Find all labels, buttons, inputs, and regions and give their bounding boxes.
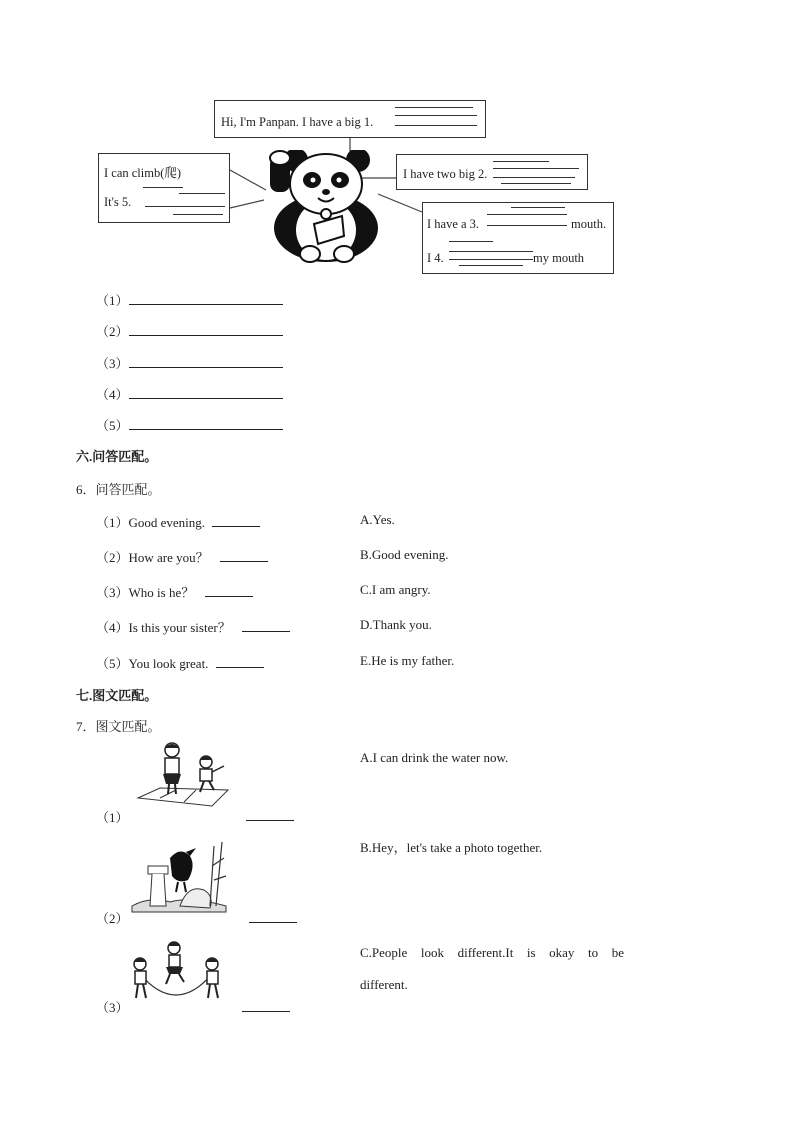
section6-question-4: （4）Is this your sister？: [96, 617, 290, 636]
section6-question-title: 6．问答匹配。: [76, 482, 161, 497]
section7-option-c-line1: C.People look different.It is okay to be: [360, 945, 624, 960]
section6-option-d: D.Thank you.: [360, 617, 432, 632]
answer-blank-4[interactable]: [129, 386, 283, 399]
section6-option-a: A.Yes.: [360, 512, 395, 527]
children-hopscotch-image: [132, 740, 232, 810]
section7-option-b: B.Hey，let's take a photo together.: [360, 840, 543, 855]
section6-heading: 六.问答匹配。: [76, 449, 158, 464]
section6-option-b: B.Good evening.: [360, 547, 449, 562]
section6-question-2: （2）How are you？: [96, 547, 268, 566]
section6-blank-3[interactable]: [205, 584, 253, 597]
speech-text-right-2a: I have a 3.: [427, 217, 480, 231]
speech-text-right-2a-end: mouth.: [571, 217, 607, 231]
speech-text-left-1: I can climb(爬): [104, 166, 182, 180]
answer-row-3: （3）: [96, 353, 283, 372]
section7-item-1-label: （1）: [96, 810, 129, 825]
speech-box-right-2: [422, 202, 614, 274]
section6-question-3: （3）Who is he？: [96, 582, 253, 601]
speech-text-right-2b: I 4.: [427, 251, 444, 265]
answer-blank-1[interactable]: [129, 292, 283, 305]
section6-question-1: （1）Good evening.: [96, 512, 260, 531]
panda-diagram: [96, 98, 616, 278]
section6-option-c: C.I am angry.: [360, 582, 431, 597]
section7-blank-2[interactable]: [249, 910, 297, 923]
speech-text-right-1: I have two big 2.: [403, 167, 488, 181]
section6-blank-1[interactable]: [212, 514, 260, 527]
answer-blank-3[interactable]: [129, 355, 283, 368]
speech-box-right-1: [396, 154, 588, 190]
section7-blank-3[interactable]: [242, 999, 290, 1012]
section6-option-e: E.He is my father.: [360, 653, 455, 668]
section7-heading: 七.图文匹配。: [76, 688, 158, 703]
answer-row-2: （2）: [96, 321, 283, 340]
speech-text-right-2b-end: my mouth: [533, 251, 585, 265]
answer-blank-2[interactable]: [129, 323, 283, 336]
section6-question-5: （5）You look great.: [96, 653, 264, 672]
section7-blank-1[interactable]: [246, 808, 294, 821]
speech-text-top: Hi, I'm Panpan. I have a big 1.: [221, 115, 374, 129]
answer-row-5: （5）: [96, 415, 283, 434]
answer-blank-5[interactable]: [129, 417, 283, 430]
speech-box-top: [214, 100, 486, 138]
crow-drinking-water-image: [130, 836, 230, 914]
section7-question-title: 7．图文匹配。: [76, 719, 161, 734]
section6-blank-4[interactable]: [242, 619, 290, 632]
section7-item-3-label: （3）: [96, 1000, 129, 1015]
section6-blank-5[interactable]: [216, 655, 264, 668]
section7-option-c-line2: different.: [360, 977, 408, 992]
speech-box-left: [98, 153, 230, 223]
section7-option-a: A.I can drink the water now.: [360, 750, 509, 765]
answer-row-4: （4）: [96, 384, 283, 403]
section6-blank-2[interactable]: [220, 549, 268, 562]
speech-text-left-2: It's 5.: [104, 195, 132, 209]
answer-row-1: （1）: [96, 290, 283, 309]
children-jump-rope-image: [126, 940, 230, 1006]
panda-icon: [266, 150, 386, 266]
section7-item-2-label: （2）: [96, 911, 129, 926]
